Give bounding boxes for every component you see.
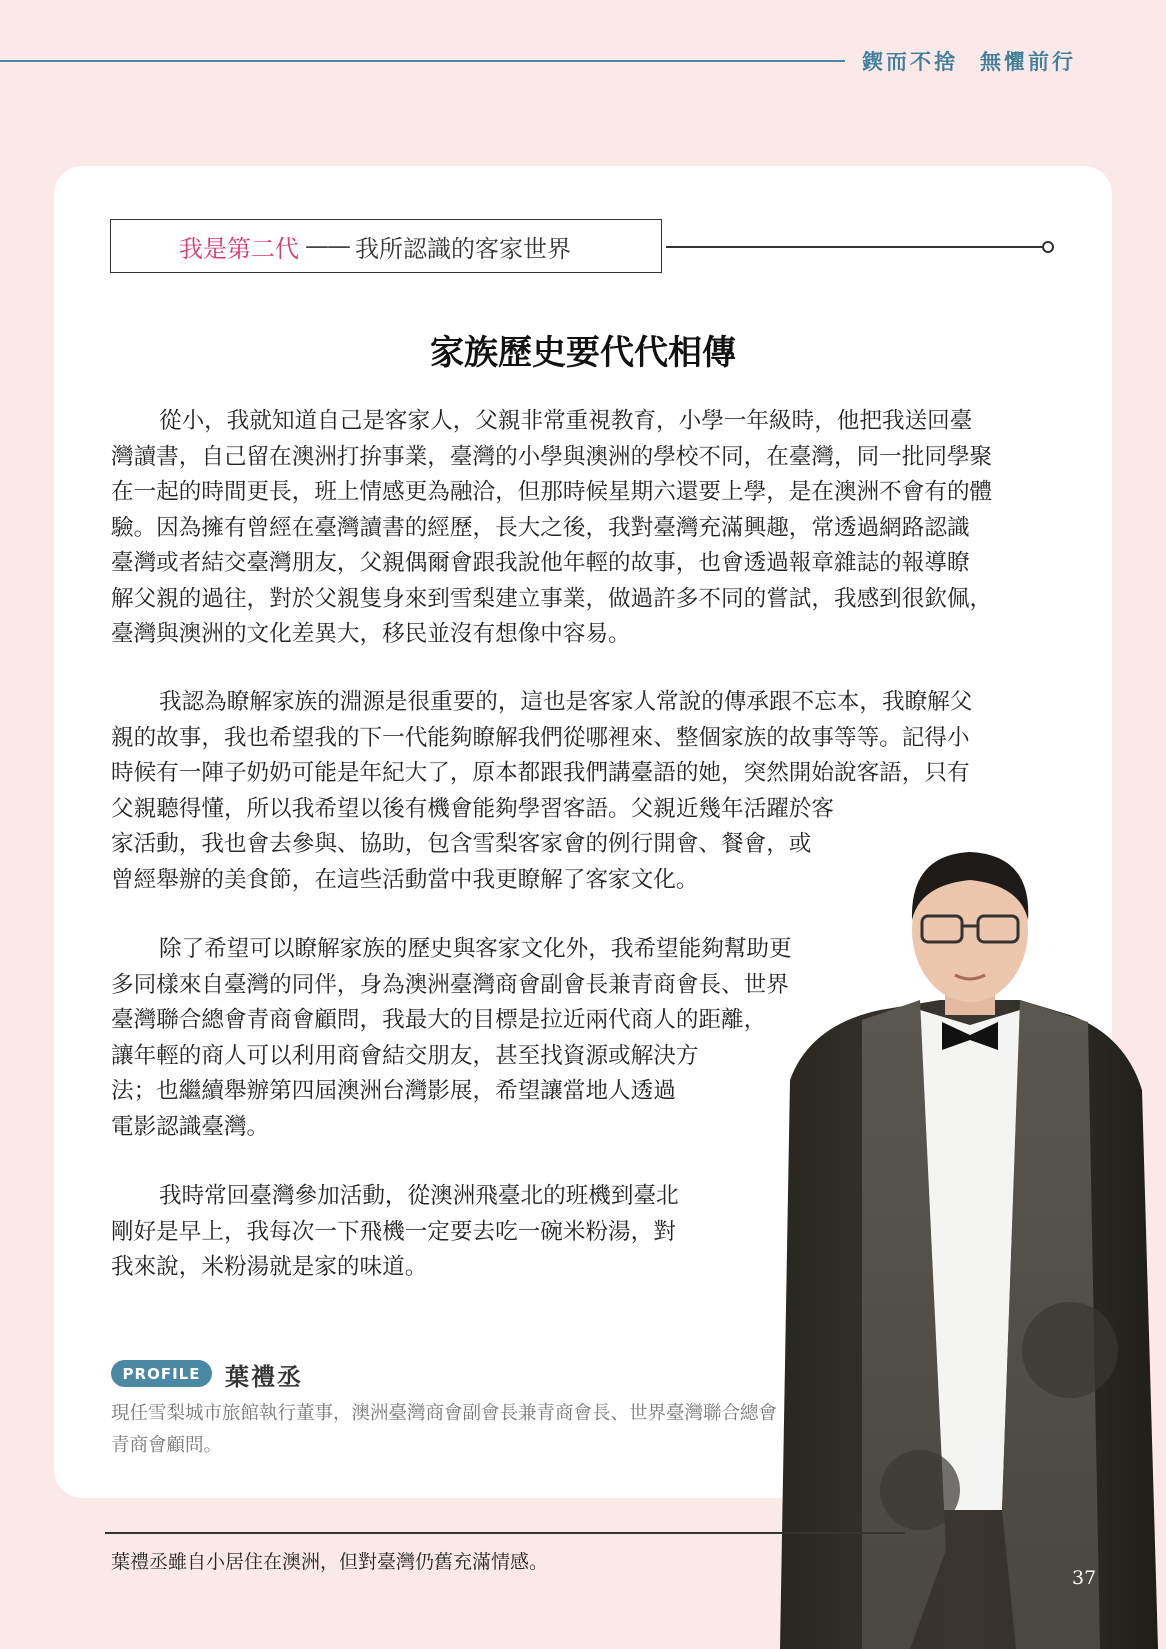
p2-line: 我認為瞭解家族的淵源是很重要的，這也是客家人常說的傳承跟不忘本，我瞭解父 [159,689,973,715]
p3-line: 法；也繼續舉辦第四屆澳洲台灣影展，希望讓當地人透過 [111,1078,676,1104]
p3-line: 讓年輕的商人可以利用商會結交朋友，甚至找資源或解決方 [111,1042,699,1069]
header-tagline [862,46,1076,76]
p3-line: 除了希望可以瞭解家族的歷史與客家文化外，我希望能夠幫助更 [159,936,792,962]
p1-line: 解父親的過往，對於父親隻身來到雪梨建立事業，做過許多不同的嘗試，我感到很欽佩， [111,585,993,612]
paragraph-3 [111,932,871,1145]
paragraph-1 [111,404,1054,653]
photo-caption: 葉禮丞雖自小居住在澳洲，但對臺灣仍舊充滿情感。 [111,1551,549,1573]
section-line [666,246,1044,248]
p3-line: 電影認識臺灣。 [111,1113,270,1140]
p1-line: 臺灣與澳洲的文化差異大，移民並沒有想像中容易。 [111,621,631,647]
p1-line: 驗。因為擁有曾經在臺灣讀書的經歷，長大之後，我對臺灣充滿興趣，常透過網路認識 [111,514,970,541]
p1-line: 在一起的時間更長，班上情感更為融洽，但那時候星期六還要上學，是在澳洲不會有的體 [111,479,993,505]
p3-line: 多同樣來自臺灣的同伴，身為澳洲臺灣商會副會長兼青商會長、世界 [111,971,789,998]
profile-name: 葉禮丞 [225,1363,303,1391]
header-rule [0,60,845,62]
p1-line: 臺灣或者結交臺灣朋友，父親偶爾會跟我說他年輕的故事，也會透過報章雜誌的報導瞭 [111,550,970,576]
p4-line: 剛好是早上，我每次一下飛機一定要去吃一碗米粉湯，對 [111,1218,676,1245]
profile-description: 現任雪梨城市旅館執行董事，澳洲臺灣商會副會長兼青商會長、世界臺灣聯合總會青商會顧問。 [111,1403,778,1456]
header-tag-part2: 無懼前行 [980,50,1076,74]
p2-line: 親的故事，我也希望我的下一代能夠瞭解我們從哪裡來、整個家族的故事等等。記得小 [111,724,970,751]
page-number: 37 [1072,1567,1097,1589]
p2-line: 曾經舉辦的美食節，在這些活動當中我更瞭解了客家文化。 [111,866,699,893]
paragraph-4 [111,1179,871,1286]
p2-line: 時候有一陣子奶奶可能是年紀大了，原本都跟我們講臺語的她，突然開始說客語，只有 [111,760,970,786]
p2-line: 家活動，我也會去參與、協助，包含雪梨客家會的例行開會、餐會，或 [111,831,812,857]
section-heading [110,219,662,273]
section-dash: —— [305,232,349,260]
section-highlight: 我是第二代 [179,234,299,263]
p2-line: 父親聽得懂，所以我希望以後有機會能夠學習客語。父親近幾年活躍於客 [111,795,834,822]
p4-line: 我時常回臺灣參加活動，從澳洲飛臺北的班機到臺北 [159,1183,679,1209]
section-line-end-dot [1042,241,1054,253]
p4-line: 我來說，米粉湯就是家的味道。 [111,1254,428,1280]
header-tag-part1: 鍥而不捨 [862,50,958,74]
caption-rule [105,1532,905,1534]
section-subtitle: 我所認識的客家世界 [355,234,571,263]
profile-badge: PROFILE [111,1360,212,1387]
article-title: 家族歷史要代代相傳 [430,333,736,373]
p1-line: 灣讀書，自己留在澳洲打拚事業，臺灣的小學與澳洲的學校不同，在臺灣，同一批同學聚 [111,443,993,470]
p1-line: 從小，我就知道自己是客家人，父親非常重視教育，小學一年級時，他把我送回臺 [159,408,973,434]
p3-line: 臺灣聯合總會青商會顧問，我最大的目標是拉近兩代商人的距離， [111,1007,767,1033]
portrait-photo [770,850,1166,1649]
